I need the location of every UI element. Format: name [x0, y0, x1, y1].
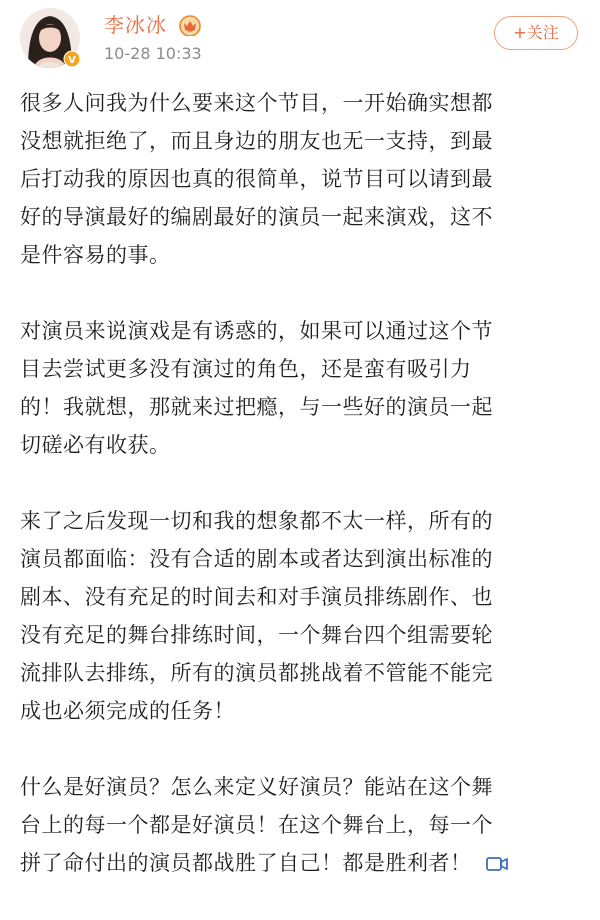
text-line: 的！我就想，那就来过把瘾，与一些好的演员一起: [20, 395, 493, 419]
text-line: 没想就拒绝了，而且身边的朋友也无一支持，到最: [20, 129, 493, 153]
svg-text:V: V: [68, 55, 76, 66]
text-line: 没有充足的舞台排练时间，一个舞台四个组需要轮: [20, 623, 493, 647]
text-line: 对演员来说演戏是有诱惑的，如果可以通过这个节: [20, 319, 493, 343]
post-header: [0, 0, 600, 80]
text-line: 是件容易的事。: [20, 243, 171, 267]
paragraph-4: [20, 768, 580, 882]
video-link-icon[interactable]: [486, 855, 508, 873]
verified-badge-icon: [63, 50, 81, 68]
text-line: 成也必须完成的任务！: [20, 699, 235, 723]
text-line: 台上的每一个都是好演员！在这个舞台上，每一个: [20, 813, 493, 837]
text-line: 演员都面临：没有合适的剧本或者达到演出标准的: [20, 547, 493, 571]
text-line: 切磋必有收获。: [20, 433, 171, 457]
text-line: 剧本、没有充足的时间去和对手演员排练剧作、也: [20, 585, 493, 609]
text-line: 好的导演最好的编剧最好的演员一起来演戏，这不: [20, 205, 493, 229]
post-timestamp: 10-28 10:33: [104, 44, 202, 63]
text-line: 拼了命付出的演员都战胜了自己！都是胜利者！: [20, 851, 472, 875]
user-name[interactable]: 李冰冰: [104, 13, 167, 37]
text-line: 目去尝试更多没有演过的角色，还是蛮有吸引力: [20, 357, 472, 381]
text-line: 来了之后发现一切和我的想象都不太一样，所有的: [20, 509, 493, 533]
post-body: [20, 84, 580, 920]
vip-crown-icon: [178, 14, 202, 36]
follow-button[interactable]: +关注: [494, 16, 578, 50]
text-line-with-link: [20, 844, 580, 882]
text-line: 流排队去排练，所有的演员都挑战着不管能不能完: [20, 661, 493, 685]
text-line: 什么是好演员？怎么来定义好演员？能站在这个舞: [20, 775, 493, 799]
paragraph-3: [20, 502, 580, 730]
text-line: 后打动我的原因也真的很简单，说节目可以请到最: [20, 167, 493, 191]
text-line: 很多人问我为什么要来这个节目，一开始确实想都: [20, 91, 493, 115]
paragraph-2: [20, 312, 580, 464]
paragraph-1: [20, 84, 580, 274]
